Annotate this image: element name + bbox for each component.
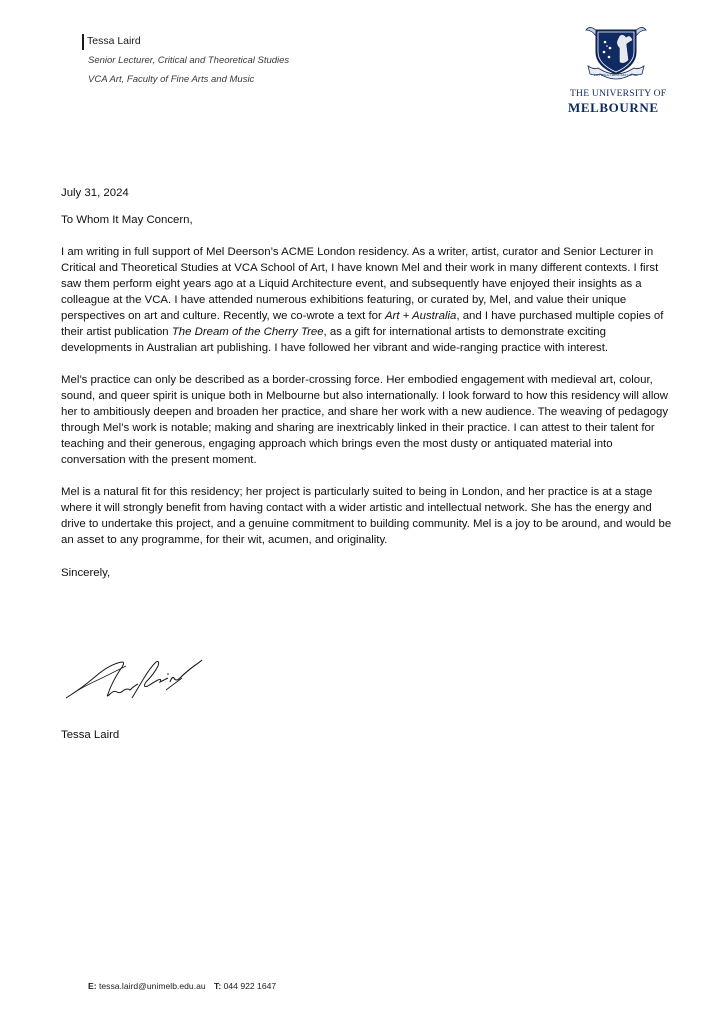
- salutation: To Whom It May Concern,: [61, 214, 193, 226]
- paragraph-1: [61, 244, 673, 356]
- paragraph-1-part-a: I am writing in full support of Mel Deerson’s ACME London residency. As a writer, artist, curator and Senior Lecturer in Critical and Theoretical Studies at VCA School of Art, I have known Mel and their work in many different contexts. I first saw them perform eight years ago at a Liquid Architecture event, and subsequently have enjoyed their insights as a colleague at the VCA. I have attended numerous exhibitions featuring, or curated by, Mel, and value their unique perspectives on art and culture. Recently, we co-wrote a text for: [61, 246, 659, 322]
- paragraph-1-part-c: , as a gift for international artists to demonstrate exciting developments in Australian art publishing. I have followed her vibrant and wide-ranging practice with interest.: [61, 326, 609, 354]
- sender-name: Tessa Laird: [82, 34, 442, 48]
- logo-line-melbourne: MELBOURNE: [568, 100, 659, 115]
- university-logo: [568, 22, 667, 116]
- publication-dream-cherry-tree: The Dream of the Cherry Tree: [171, 326, 324, 338]
- university-crest-icon: [584, 22, 648, 84]
- sender-block: [82, 34, 442, 87]
- phone-number: 044 922 1647: [223, 981, 277, 991]
- letter-date: July 31, 2024: [61, 187, 129, 199]
- crest-motto: POSTERA CRESCAM LAUDE: [593, 73, 639, 77]
- signer-name: Tessa Laird: [61, 729, 120, 741]
- closing: Sincerely,: [61, 567, 111, 579]
- logo-line-university-of: THE UNIVERSITY OF: [570, 88, 667, 99]
- letter-body: [61, 185, 673, 581]
- phone-label: T:: [214, 981, 222, 991]
- paragraph-2: Mel’s practice can only be described as a border-crossing force. Her embodied engagement with medieval art, colour, sound, and queer spirit is unique both in Melbourne but also internationally. I look forward to how this residency will allow her to ambitiously deepen and broaden her practice, and share her work with a new audience. The weaving of pedagogy through Mel’s work is notable; making and sharing are inextricably linked in their practice. I can attest to their talent for teaching and their generous, engaging approach which brings even the most dusty or antiquated material into conversation with the present moment.: [61, 374, 669, 466]
- paragraph-3: Mel is a natural fit for this residency; her project is particularly suited to being in London, and her practice is at a stage where it will strongly benefit from having contact with a wider artistic and intellectual network. She has the energy and drive to undertake this project, and a genuine commitment to building community. Mel is a joy to be around, and would be an asset to any programme, for their wit, acumen, and originality.: [61, 486, 672, 546]
- signature-icon: [62, 648, 212, 708]
- email-link[interactable]: tessa.laird@unimelb.edu.au: [98, 981, 206, 991]
- sender-department: VCA Art, Faculty of Fine Arts and Music: [88, 74, 255, 85]
- sender-title: Senior Lecturer, Critical and Theoretical Studies: [88, 55, 290, 66]
- paragraph-1-part-b: , and I have purchased multiple copies of their artist publication: [61, 310, 664, 338]
- email-label: E:: [88, 981, 97, 991]
- publication-art-australia: Art + Australia: [384, 310, 457, 322]
- footer-contact: [88, 981, 276, 991]
